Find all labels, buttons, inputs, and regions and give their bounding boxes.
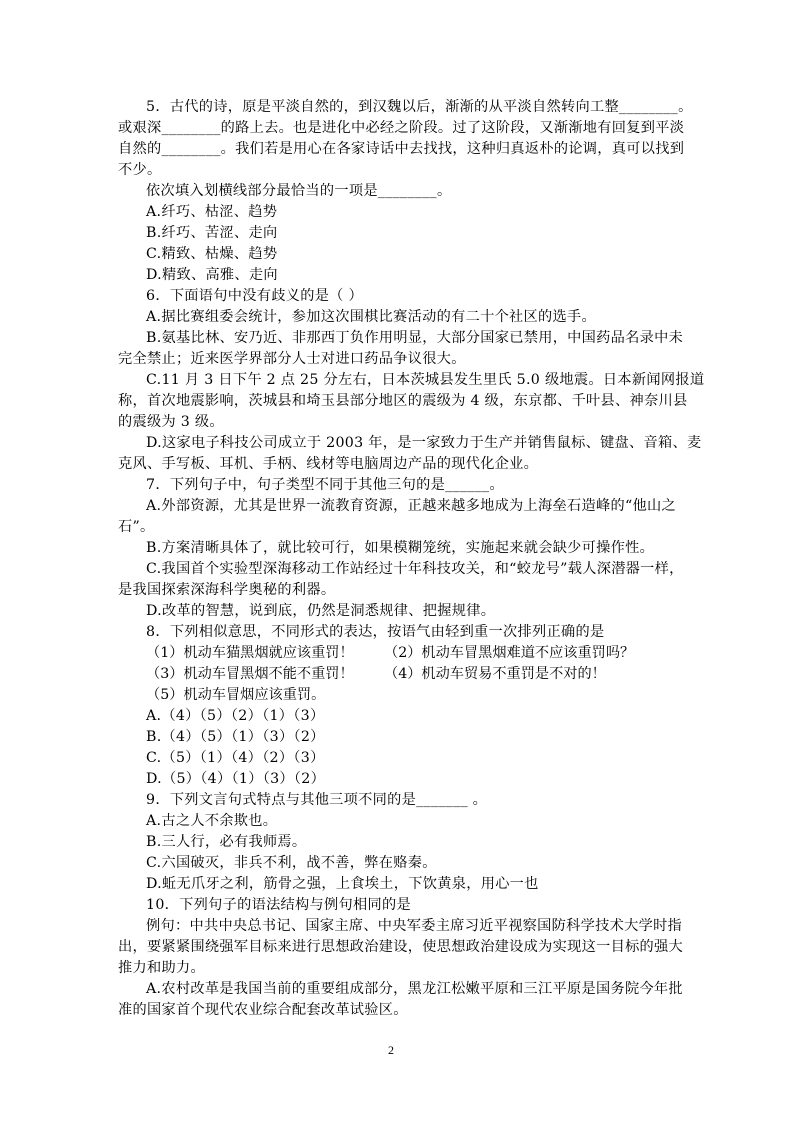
q10-line-1: 例句：中共中央总书记、国家主席、中央军委主席习近平视察国防科学技术大学时指 — [146, 918, 683, 934]
q5-prompt: 依次填入划横线部分最恰当的一项是________。 — [146, 183, 452, 199]
q5-option-b: B.纤巧、苦涩、走向 — [146, 225, 278, 241]
q9-option-d: D.蚯无爪牙之利，筋骨之强，上食埃土，下饮黄泉，用心一也 — [146, 876, 539, 892]
q9-option-c: C.六国破灭，非兵不利，战不善，弊在赂秦。 — [146, 855, 437, 871]
q10-line-5: 准的国家首个现代农业综合配套改革试验区。 — [118, 1002, 408, 1018]
q10-line-4: A.农村改革是我国当前的重要组成部分，黑龙江松嫩平原和三江平原是国务院今年批 — [146, 981, 683, 997]
q6-line-6: 的震级为 3 级。 — [118, 414, 224, 430]
q8-option-d: D.（5）（4）（1）（3）（2） — [146, 771, 326, 787]
q6-line-1: A.据比赛组委会统计，参加这次围棋比赛活动的有二十个社区的选手。 — [146, 309, 596, 325]
q8-item-2: （2）机动车冒黑烟难道不应该重罚吗？ — [384, 645, 635, 661]
q7-line-3: B.方案清晰具体了，就比较可行，如果模糊笼统，实施起来就会缺少可操作性。 — [146, 540, 655, 556]
q10-line-2: 出，要紧紧围绕强军目标来进行思想政治建设，使思想政治建设成为实现这一目标的强大 — [118, 939, 684, 955]
q8-option-c: C.（5）（1）（4）（2）（3） — [146, 750, 325, 766]
q6-line-3: 完全禁止；近来医学界部分人士对进口药品争议很大。 — [118, 351, 466, 367]
q7-stem: 7．下列句子中，句子类型不同于其他三句的是______。 — [146, 477, 504, 493]
q7-line-4: C.我国首个实验型深海移动工作站经过十年科技攻关，和“蛟龙号”载人深潜器一样， — [146, 561, 684, 577]
q5-option-c: C.精致、枯燥、趋势 — [146, 246, 278, 262]
q8-item-4: （4）机动车贸易不重罚是不对的！ — [384, 666, 606, 682]
q5-line-2: 或艰深________的路上去。也是进化中必经之阶段。过了这阶段，又渐渐地有回复到平淡 — [118, 120, 685, 136]
q7-line-2: 石”。 — [118, 519, 155, 535]
q8-item-1: （1）机动车猫黑烟就应该重罚！ — [146, 645, 354, 661]
q6-line-4: C.11 月 3 日下午 2 点 25 分左右，日本茨城县发生里氏 5.0 级地震。日本新闻网报道 — [146, 372, 705, 388]
q5-option-d: D.精致、高雅、走向 — [146, 267, 278, 283]
q5-line-3: 自然的________。我们若是用心在各家诗话中去找找，这种归真返朴的论调，真可以找到 — [118, 141, 685, 157]
q5-line-4: 不少。 — [118, 162, 162, 178]
q7-line-6: D.改革的智慧，说到底，仍然是洞悉规律、把握规律。 — [146, 603, 496, 619]
q7-line-1: A.外部资源，尤其是世界一流教育资源，正越来越多地成为上海垒石造峰的“他山之 — [146, 498, 676, 514]
q8-item-5: （5）机动车冒烟应该重罚。 — [146, 687, 326, 703]
q9-option-b: B.三人行，必有我师焉。 — [146, 834, 307, 850]
q9-option-a: A.古之人不余欺也。 — [146, 813, 278, 829]
q8-item-3: （3）机动车冒黑烟不能不重罚！ — [146, 666, 354, 682]
q6-stem: 6．下面语句中没有歧义的是（ ） — [146, 288, 363, 304]
q8-option-b: B.（4）（5）（1）（3）（2） — [146, 729, 325, 745]
q10-line-3: 推力和助力。 — [118, 960, 205, 976]
q7-line-5: 是我国探索深海科学奥秘的利器。 — [118, 582, 336, 598]
q6-line-5: 称，首次地震影响，茨城县和埼玉县部分地区的震级为 4 级，东京都、千叶县、神奈川县 — [118, 393, 688, 409]
page-number: 2 — [388, 1043, 394, 1057]
q5-line-1: 5．古代的诗，原是平淡自然的，到汉魏以后，渐渐的从平淡自然转向工整________。 — [146, 99, 693, 115]
q6-line-7: D.这家电子科技公司成立于 2003 年，是一家致力于生产并销售鼠标、键盘、音箱、麦 — [146, 435, 702, 451]
q5-option-a: A.纤巧、枯涩、趋势 — [146, 204, 278, 220]
q8-option-a: A.（4）（5）（2）（1）（3） — [146, 708, 325, 724]
q6-line-8: 克风、手写板、耳机、手柄、线材等电脑周边产品的现代化企业。 — [118, 456, 539, 472]
q9-stem: 9．下列文言句式特点与其他三项不同的是_______ 。 — [146, 792, 488, 808]
q10-stem: 10．下列句子的语法结构与例句相同的是 — [146, 897, 411, 913]
q6-line-2: B.氨基比林、安乃近、非那西丁负作用明显，大部分国家已禁用，中国药品名录中未 — [146, 330, 684, 346]
q8-stem: 8．下列相似意思，不同形式的表达，按语气由轻到重一次排列正确的是 — [146, 624, 605, 640]
